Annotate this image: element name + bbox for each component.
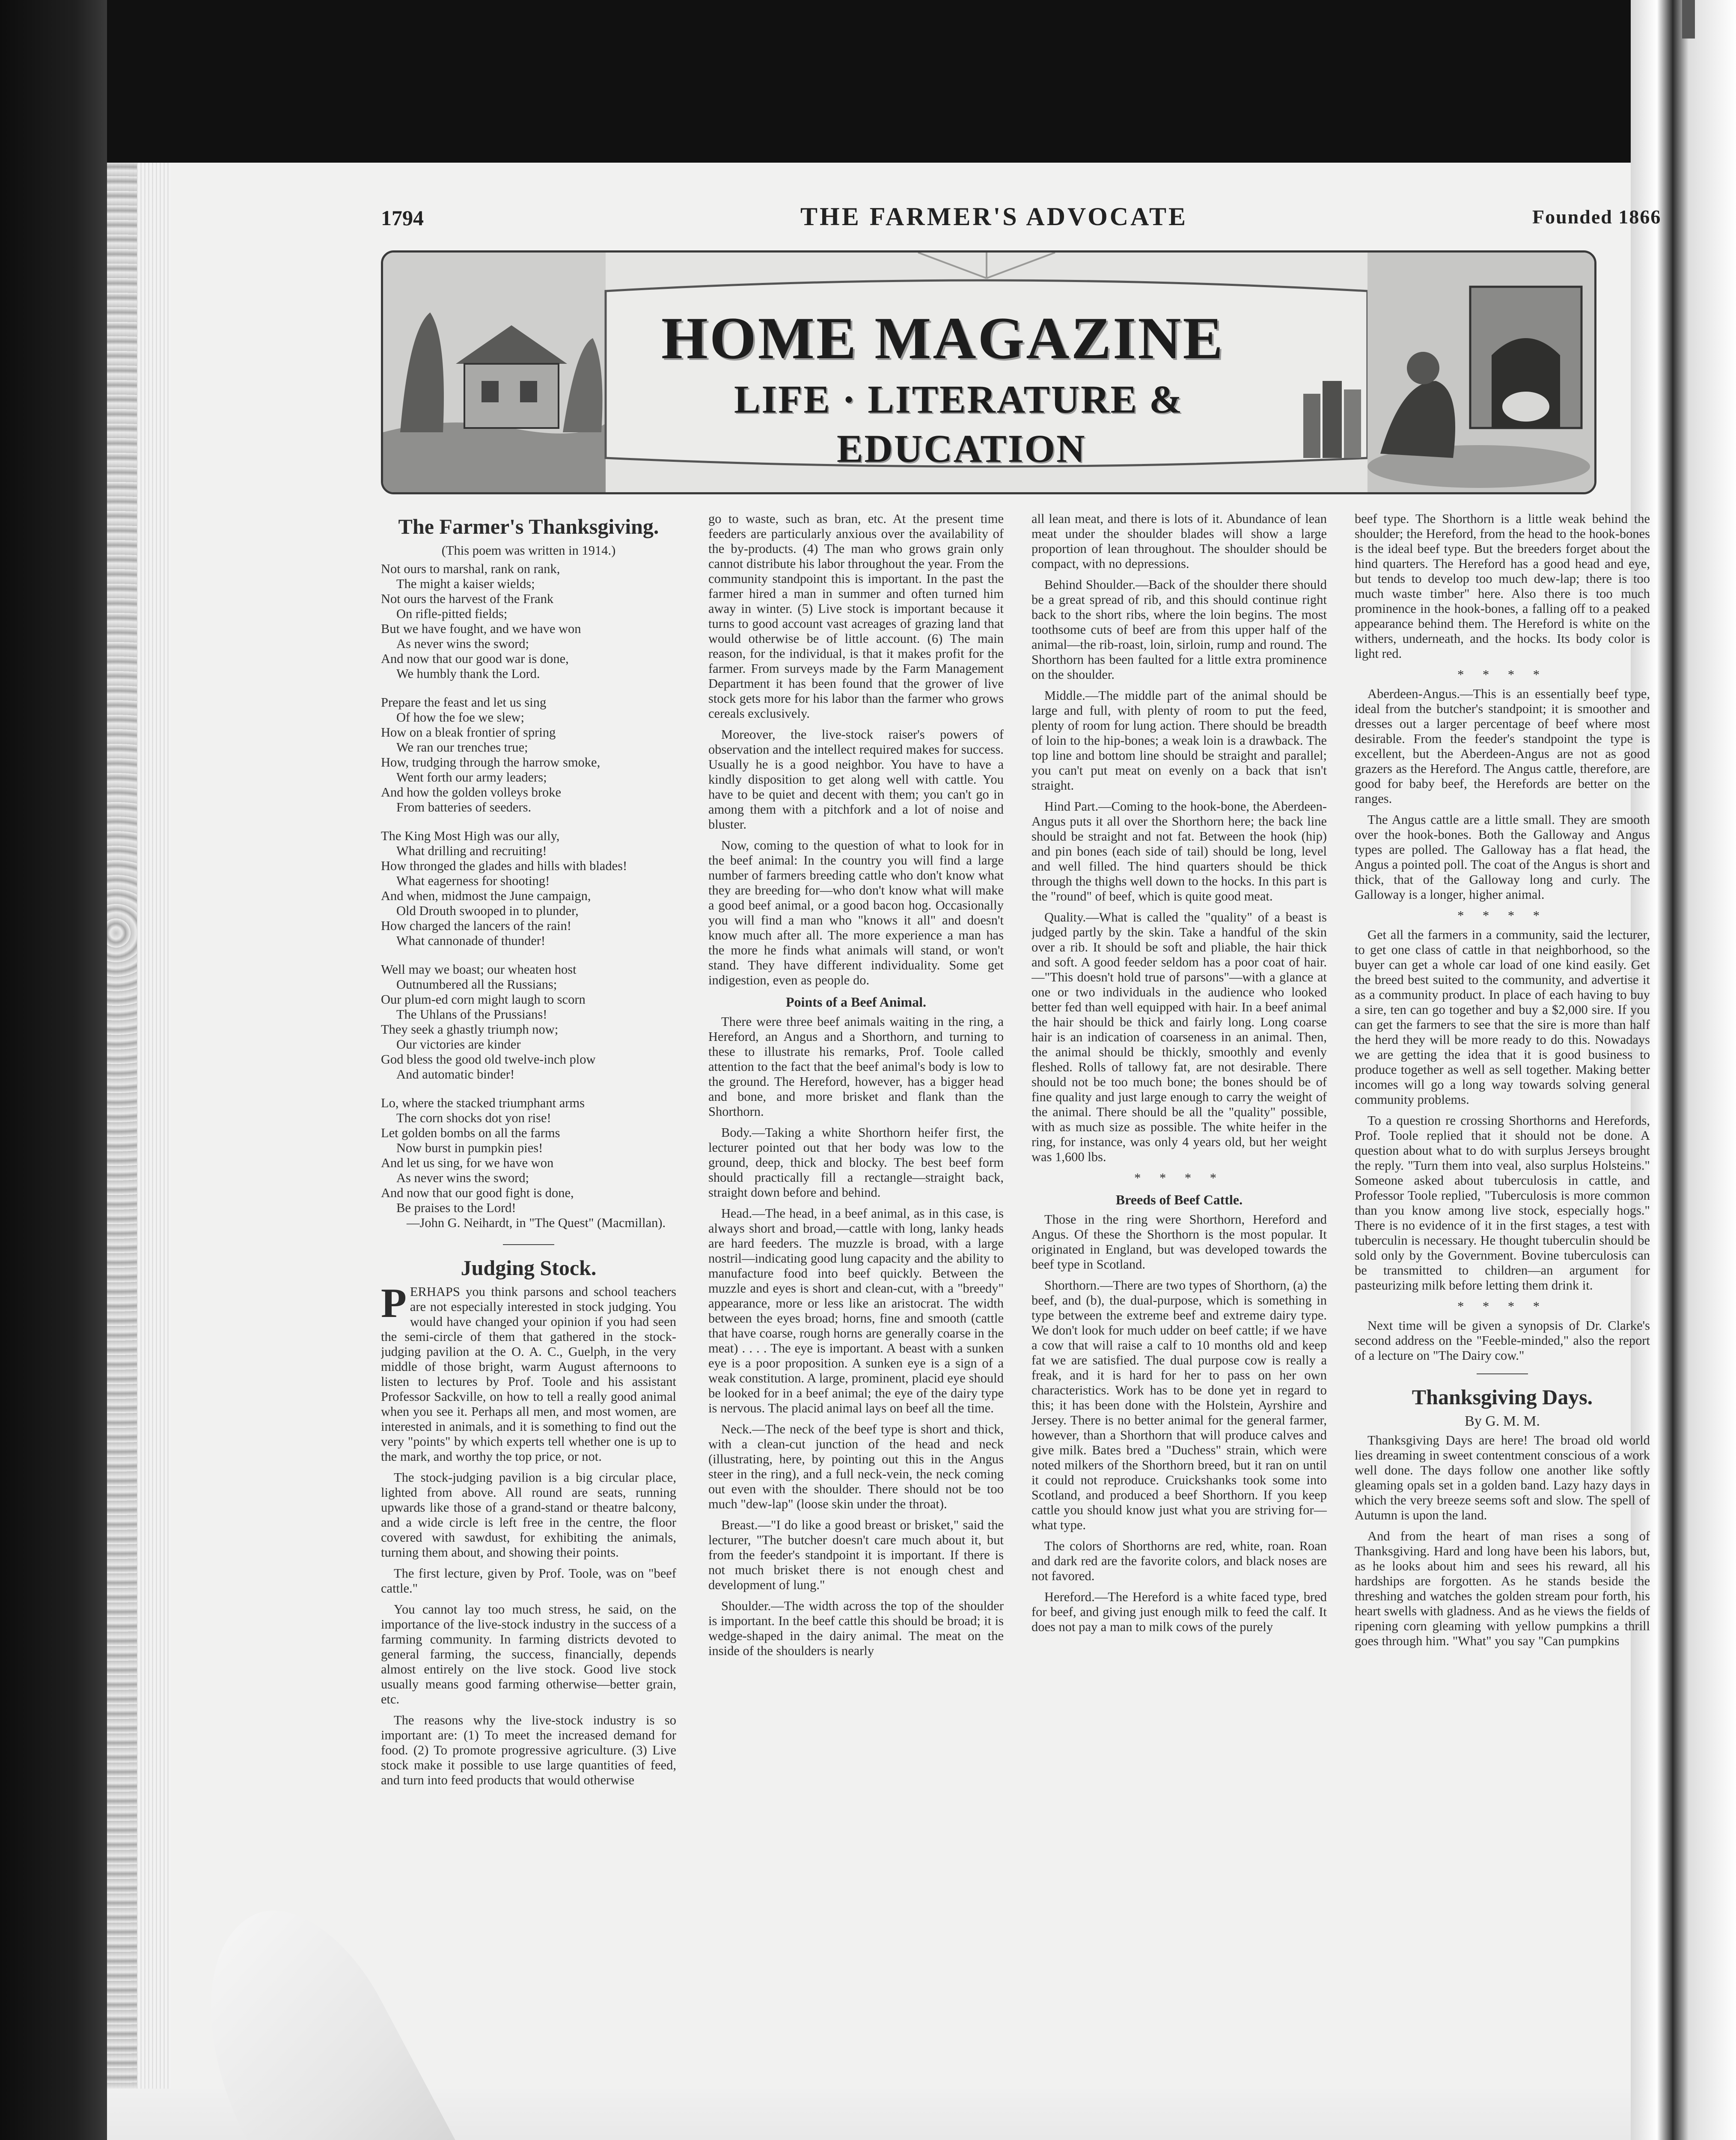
verse-line: The might a kaiser wields;	[396, 577, 535, 591]
byline: By G. M. M.	[1465, 1413, 1540, 1429]
column-3	[1031, 511, 1327, 2061]
paragraph: Get all the farmers in a community, said the lecturer, to get one class of cattle in that neighborhood, so the buyer can get a whole car load of one kind easily. Get the breed best suited to the community, and advertise it as a community product. In place of each having to buy a sire, ten can go together and buy a $2,000 sire. If you can get the farmers to see that the sire is more than half the herd they will be more ready to do this. Nowadays we are getting the idea that it is good business to produce together as well as sell together. Making better incomes will go a long way towards solving general community problems.	[1355, 927, 1650, 1107]
verse-line: We ran our trenches true;	[396, 740, 528, 755]
drop-cap: P	[381, 1280, 407, 1326]
verse-line: What eagerness for shooting!	[396, 874, 550, 888]
verse-line: Lo, where the stacked triumphant arms	[381, 1096, 585, 1110]
paragraph: Moreover, the live-stock raiser's powers of observation and the intellect required makes for success. Usually he is a good neighbor. You have to have a kindly disposition to get along well with cattle. You have to be quiet and decent with them; you can't go in among them with a pitchfork and a lot of noise and bluster.	[708, 727, 1004, 832]
scan-background-left	[0, 0, 107, 2140]
paragraph: The stock-judging pavilion is a big circular place, lighted from above. All round are seats, running upwards like those of a grand-stand or theatre balcony, and a wide circle is left free in the centre, the floor covered with sawdust, for exhibiting the animals, turning them about, and showing their points.	[381, 1470, 676, 1560]
section-stars: * * * *	[1457, 908, 1547, 923]
paragraph: Shoulder.—The width across the top of the shoulder is important. In the beef cattle this should be broad; it is wedge-shaped in the dairy animal. The meat on the inside of the shoulders is nearly	[708, 1599, 1004, 1658]
verse-line: Well may we boast; our wheaten host	[381, 962, 577, 977]
paragraph: The first lecture, given by Prof. Toole, was on "beef cattle."	[381, 1566, 676, 1596]
poem-stanza-2	[381, 695, 676, 815]
verse-line: Outnumbered all the Russians;	[396, 977, 557, 992]
subheading-points-of-beef-animal: Points of a Beef Animal.	[786, 994, 926, 1010]
section-stars: * * * *	[1457, 667, 1547, 682]
verse-line: But we have fought, and we have won	[381, 621, 581, 636]
verse-line: How charged the lancers of the rain!	[381, 918, 571, 933]
subheading-breeds-of-beef-cattle: Breeds of Beef Cattle.	[1115, 1192, 1243, 1207]
poem-stanza-5	[381, 1096, 676, 1230]
column-1	[381, 511, 676, 2061]
verse-line: And now that our good fight is done,	[381, 1186, 574, 1200]
verse-line: How on a bleak frontier of spring	[381, 725, 556, 740]
paragraph: Hind Part.—Coming to the hook-bone, the Aberdeen-Angus puts it all over the Shorthorn here; the back line should be straight and not fat. Between the hook (hip) and pin bones (each side of tail) should be long, level and well filled. The hind quarters should be thick through the thighs well down to the hocks. In this part is the "round" of beef, which is quite good meat.	[1031, 799, 1327, 904]
verse-line: What cannonade of thunder!	[396, 933, 546, 948]
scan-background-top	[107, 0, 1631, 163]
section-stars: * * * *	[1457, 1299, 1547, 1314]
founded-note: Founded 1866	[1532, 206, 1662, 228]
verse-line: And let us sing, for we have won	[381, 1156, 554, 1170]
verse-line: Went forth our army leaders;	[396, 770, 547, 785]
paragraph: beef type. The Shorthorn is a little weak behind the shoulder; the Hereford, from the head to the hook-bones is the ideal beef type. But the breeders forget about the hind quarters. The Hereford has a good head and eye, but tends to develop too much dew-lap; there is too much waste timber" here. Also there is too much prominence in the hook-bones, a falling off to a peaked appearance behind them. The Hereford is white on the withers, underneath, and the hocks. Its body color is light red.	[1355, 511, 1650, 661]
running-head	[171, 202, 1662, 240]
verse-line: As never wins the sword;	[396, 636, 529, 651]
verse-line: Not ours the harvest of the Frank	[381, 591, 554, 606]
verse-line: Prepare the feast and let us sing	[381, 695, 547, 710]
paragraph: Hereford.—The Hereford is a white faced type, bred for beef, and giving just enough milk to feed the calf. It does not pay a man to milk cows of the purely	[1031, 1590, 1327, 1634]
banner-subtitle-line2: EDUCATION	[837, 427, 1086, 470]
magazine-page	[171, 163, 1662, 2089]
verse-line: Of how the foe we slew;	[396, 710, 524, 725]
verse-line: And now that our good war is done,	[381, 651, 569, 666]
paragraph: Head.—The head, in a beef animal, as in this case, is always short and broad,—cattle with long, lanky heads are hard feeders. The muzzle is broad, with a large nostril—indicating good lung capacity and the ability to manufacture food into beef quickly. Between the muzzle and eyes is short and clean-cut, with a "breedy" appearance, more or less like an aristocrat. The width between the eyes broad; horns, fine and smooth (cattle that have coarse, rough horns are generally coarse in the meat) . . . . The eye is important. A beast with a sunken eye is a poor proposition. A sunken eye is a sign of a weak constitution. A large, prominent, placid eye should be looked for in a beef animal; the eye of the dairy type is nervous. The placid animal lays on beef all the time.	[708, 1206, 1004, 1415]
poem-stanza-3	[381, 829, 676, 948]
paragraph: Thanksgiving Days are here! The broad old world lies dreaming in sweet contentment conscious of a work well done. The days follow one another like softly gleaming opals set in a golden band. Lazy hazy days in which the very breeze seems soft and slow. The spell of Autumn is upon the land.	[1355, 1433, 1650, 1522]
paragraph: Breast.—"I do like a good breast or brisket," said the lecturer, "The butcher doesn't care much about it, but from the feeder's standpoint it is important. If there is not much brisket there is not enough chest and development of lung."	[708, 1518, 1004, 1592]
paragraph: Behind Shoulder.—Back of the shoulder there should be a great spread of rib, and this should continue right back to the short ribs, where the loin begins. The most toothsome cuts of beef are from this upper half of the animal—the rib-roast, loin, sirloin, rump and round. The Shorthorn has been faulted for a little extra prominence on the shoulder.	[1031, 577, 1327, 682]
verse-line: Not ours to marshal, rank on rank,	[381, 562, 560, 576]
paragraph: Aberdeen-Angus.—This is an essentially beef type, ideal from the butcher's standpoint; it is smoother and dresses out a larger percentage of beef where most desirable. From the feeder's standpoint the type is excellent, but the Aberdeen-Angus are not as good grazers as the Hereford. The Angus cattle, therefore, are good for baby beef, the Herefords are better on the ranges.	[1355, 687, 1650, 806]
paragraph: There were three beef animals waiting in the ring, a Hereford, an Angus and a Shorthorn, and turning to these to illustrate his remarks, Prof. Toole called attention to the fact that the beef animal's body is low to the ground. The Hereford, however, has a bigger head and bone, and more brisket and flank than the Shorthorn.	[708, 1014, 1004, 1119]
verse-line: God bless the good old twelve-inch plow	[381, 1052, 596, 1067]
paragraph: Body.—Taking a white Shorthorn heifer first, the lecturer pointed out that her body was low to the ground, deep, thick and blocky. The best beef form should practically fill a rectangle—straight back, straight down before and behind.	[708, 1125, 1004, 1200]
paragraph	[381, 1280, 676, 1464]
verse-line: As never wins the sword;	[396, 1171, 529, 1185]
section-rule	[1477, 1373, 1528, 1374]
banner-title: HOME MAGAZINE	[661, 305, 1225, 372]
paragraph: The colors of Shorthorns are red, white, roan. Roan and dark red are the favorite colors, and black noses are not favored.	[1031, 1539, 1327, 1583]
paragraph: Those in the ring were Shorthorn, Hereford and Angus. Of these the Shorthorn is the most popular. It originated in England, but was developed towards the beef type in Scotland.	[1031, 1212, 1327, 1272]
paragraph: The Angus cattle are a little small. They are smooth over the hook-bones. Both the Galloway and Angus types are polled. The Galloway has a flat head, the Angus a pointed poll. The coat of the Angus is short and thick, that of the Galloway long and curly. The Galloway is a longer, higher animal.	[1355, 812, 1650, 902]
paragraph: all lean meat, and there is lots of it. Abundance of lean meat under the shoulder blades will show a large proportion of lean throughout. The shoulder should be compact, with no depressions.	[1031, 511, 1327, 571]
column-4	[1355, 511, 1650, 2061]
page-number: 1794	[381, 206, 424, 230]
paragraph: Next time will be given a synopsis of Dr. Clarke's second address on the "Feeble-minded," also the report of a lecture on "The Dairy cow."	[1355, 1318, 1650, 1363]
verse-line: From batteries of seeders.	[396, 800, 532, 814]
poem-note: (This poem was written in 1914.)	[441, 543, 616, 558]
verse-line: What drilling and recruiting!	[396, 844, 547, 858]
paragraph: Now, coming to the question of what to look for in the beef animal: In the country you will find a large number of farmers breeding cattle who don't know what they are breeding for—who don't know what will make a good beef animal, or a good bacon hog. Occasionally you will find a man who "knows it all" and doesn't know much after all. The more experience a man has the more he finds what animals will stand, or won't stand. They have different individuality. Some get indigestion, even as people do.	[708, 838, 1004, 987]
paragraph: Middle.—The middle part of the animal should be large and full, with plenty of room to put the feed, plenty of room for lung action. There should be breadth of loin to the hip-bones; a weak loin is a drawback. The top line and bottom line should be straight and parallel; you can't put meat on evenly on a back that isn't straight.	[1031, 688, 1327, 793]
journal-title: THE FARMER'S ADVOCATE	[800, 202, 1188, 231]
verse-line: How, trudging through the harrow smoke,	[381, 755, 600, 770]
verse-line: And automatic binder!	[396, 1067, 515, 1082]
verse-line: And when, midmost the June campaign,	[381, 889, 591, 903]
verse-line: And how the golden volleys broke	[381, 785, 561, 800]
paragraph: To a question re crossing Shorthorns and Herefords, Prof. Toole replied that it should not be done. A question about what to do with surplus Jerseys brought the reply. "Turn them into veal, also surplus Holsteins." Someone asked about tuberculosis in cattle, and Professor Toole replied, "Tuberculosis is more common than you know among live stock, especially hogs." There is no evidence of it in the first stages, a test with tuberculin is necessary. He thought tuberculin should be sold only by the Government. Bovine tuberculosis can be transmitted to children—an argument for pasteurizing milk before letting them drink it.	[1355, 1113, 1650, 1293]
banner-subtitle-line1: LIFE · LITERATURE &	[734, 377, 1183, 421]
verse-line: Old Drouth swooped in to plunder,	[396, 904, 579, 918]
verse-line: How thronged the glades and hills with blades!	[381, 859, 627, 873]
section-rule	[503, 1244, 554, 1245]
verse-line: They seek a ghastly triumph now;	[381, 1022, 559, 1037]
verse-line: Let golden bombs on all the farms	[381, 1126, 560, 1140]
paragraph: And from the heart of man rises a song of Thanksgiving. Hard and long have been his labors, but, as he looks about him and sees his reward, all his hardships are forgotten. As he stands beside the threshing and watches the golden stream pour forth, his heart swells with gladness. And as he views the fields of ripening corn gleaming with yellow pumpkins a thrill goes through him. "What" you say "Can pumpkins	[1355, 1529, 1650, 1648]
paragraph: You cannot lay too much stress, he said, on the importance of the live-stock industry in the success of a farming community. In farming districts devoted to general farming, the success, financially, depends almost entirely on the live stock. Good live stock usually means good farming otherwise—better grain, etc.	[381, 1602, 676, 1706]
paragraph: Shorthorn.—There are two types of Shorthorn, (a) the beef, and (b), the dual-purpose, which is something in type between the extreme beef and extreme dairy type. We don't look for much udder on beef cattle; if we have a cow that will raise a calf to 10 months old and keep fat we are satisfied. The dual purpose cow is really a freak, and it is hard for her to pass on her own characteristics. Work has to be done yet in regard to this; it has been done with the Holstein, Ayrshire and Jersey. There is no better animal for the general farmer, however, than a Shorthorn that will produce calves and give milk. Bates bred a "Duchess" strain, which were noted milkers of the Shorthorn breed, but it ran on until it could not reproduce. Cruickshanks took some into Scotland, and produced a beef Shorthorn. If you keep cattle you should know just what you are striving for—what type.	[1031, 1278, 1327, 1532]
poem-title: The Farmer's Thanksgiving.	[398, 514, 659, 538]
paragraph: The reasons why the live-stock industry is so important are: (1) To meet the increased demand for food. (2) To promote progressive agriculture. (3) Live stock make it possible to use large quantities of feed, and turn into feed products that would otherwise	[381, 1713, 676, 1787]
verse-line: We humbly thank the Lord.	[396, 666, 540, 681]
verse-line: The corn shocks dot yon rise!	[396, 1111, 551, 1125]
paragraph: Quality.—What is called the "quality" of a beast is judged partly by the skin. Take a handful of the skin over a rib. It should be soft and pliable, the hair thick and soft. A good feeder seldom has a poor coat of hair.—"This doesn't hold true of parsons"—with a glance at one or two individuals in the audience who looked better fed than well equipped with hair. In a beef animal the hair should be thick and fairly long. Long coarse hair is an indication of coarseness in an animal. Then, the animal should be thickly, smoothly and evenly fleshed. Rolls of tallowy fat, are not desirable. There should not be too much bone; the bones should be of fine quality and just large enough to carry the weight of the animal. There should be all the "quality" possible, with as much size as possible. The white heifer in the ring, for instance, was only 4 years old, but her weight was 1,600 lbs.	[1031, 910, 1327, 1164]
section-stars: * * * *	[1134, 1171, 1224, 1185]
clip	[1682, 0, 1695, 39]
article-title-judging-stock: Judging Stock.	[461, 1256, 597, 1280]
marbled-edge	[107, 163, 137, 2089]
verse-line: The Uhlans of the Prussians!	[396, 1007, 547, 1022]
column-2	[708, 511, 1004, 2061]
paragraph: Neck.—The neck of the beef type is short and thick, with a clean-cut junction of the head and neck (illustrating, here, by pointing out this in the Angus steer in the ring), and a full neck-vein, the neck coming out even with the shoulder. There should not be too much "dew-lap" (loose skin under the throat).	[708, 1422, 1004, 1511]
poem-stanza-4	[381, 962, 676, 1082]
home-magazine-banner	[381, 250, 1596, 494]
article-title-thanksgiving-days: Thanksgiving Days.	[1412, 1385, 1593, 1409]
verse-line: Now burst in pumpkin pies!	[396, 1141, 543, 1155]
paragraph: go to waste, such as bran, etc. At the present time feeders are particularly anxious over the availability of the by-products. (4) The man who grows grain only cannot distribute his labor throughout the year. From the community standpoint this is important. In the past the farmer hired a man in summer and often turned him away in winter. (5) Live stock is important because it turns to good account vast acreages of grazing land that would otherwise be of little account. (6) The main reason, for the individual, is that it makes profit for the farmer. From surveys made by the Farm Management Department it has been found that the grower of live stock gets more for his labor than the farmer who grows cereals exclusively.	[708, 511, 1004, 721]
verse-line: The King Most High was our ally,	[381, 829, 560, 843]
paragraph-text: ERHAPS you think parsons and school teachers are not especially interested in stock judging. You would have changed your opinion if you had seen the semi-circle of them that gathered in the stock-judging pavilion at the O. A. C., Guelph, in the very middle of those bright, warm August afternoons to listen to lectures by Prof. Toole and his assistant Professor Sackville, on how to tell a really good animal when you see it. Perhaps all men, and most women, are interested in animals, and it is something to find out the very "points" by which experts tell whether one is up to the mark, and worthy the top price, or not.	[381, 1284, 676, 1464]
verse-line: On rifle-pitted fields;	[396, 606, 508, 621]
poem-attribution: —John G. Neihardt, in "The Quest" (Macmillan).	[407, 1216, 666, 1230]
verse-line: Be praises to the Lord!	[396, 1201, 516, 1215]
verse-line: Our plum-ed corn might laugh to scorn	[381, 992, 586, 1007]
poem-stanza-1	[381, 562, 676, 681]
verse-line: Our victories are kinder	[396, 1037, 521, 1052]
